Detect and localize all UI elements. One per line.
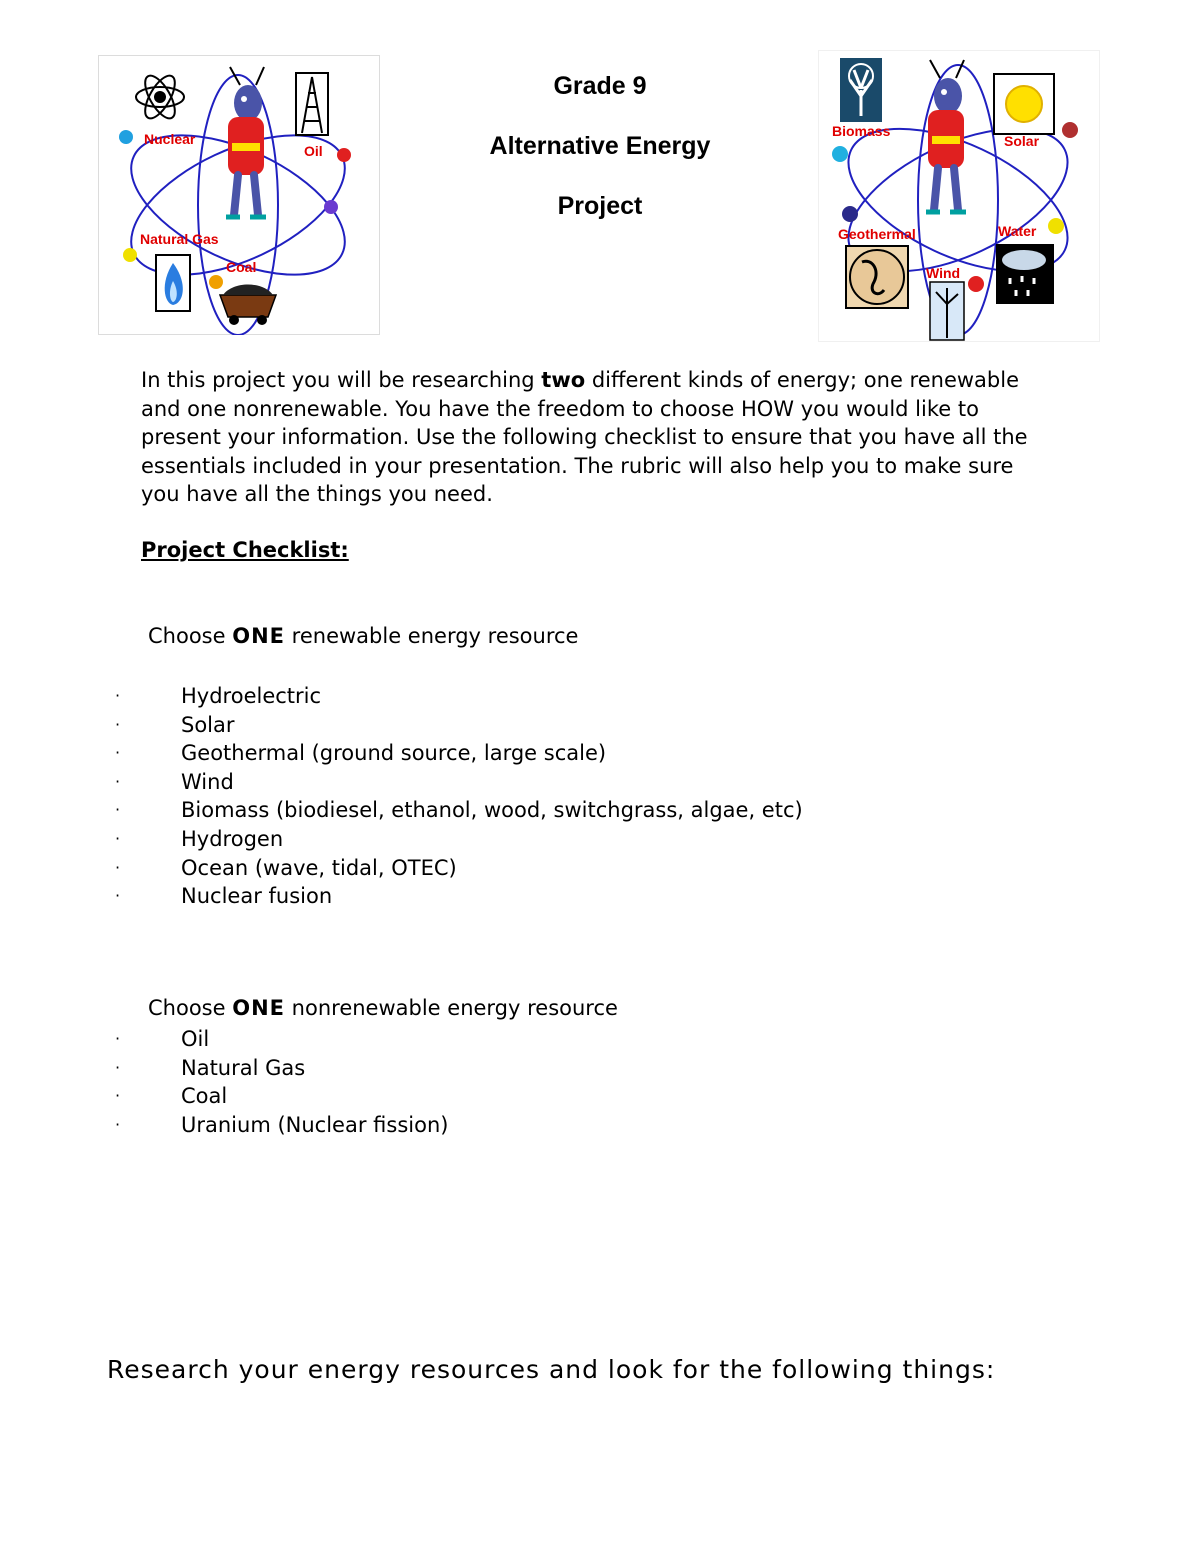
bullet: ·: [115, 828, 121, 848]
list-item-label: Wind: [181, 769, 234, 794]
nonrenewable-instruction: [148, 996, 618, 1020]
label-geothermal: Geothermal: [838, 226, 916, 242]
list-item-label: Geothermal (ground source, large scale): [181, 741, 607, 766]
research-instruction: Research your energy resources and look for the following things:: [107, 1355, 996, 1384]
label-biomass: Biomass: [832, 123, 891, 139]
renewable-suffix: renewable energy resource: [285, 624, 579, 648]
renewable-count: ONE: [232, 624, 285, 648]
bullet: ·: [115, 857, 121, 877]
bullet: ·: [115, 1029, 121, 1048]
list-item-label: Coal: [181, 1084, 228, 1109]
wind-turbine-icon: [930, 282, 964, 340]
list-item-label: Biomass (biodiesel, ethanol, wood, switchgrass, algae, etc): [181, 798, 803, 823]
list-item-label: Solar: [181, 712, 235, 737]
label-water: Water: [998, 223, 1037, 239]
tree-icon: [840, 58, 882, 122]
label-natural-gas: Natural Gas: [140, 231, 219, 247]
label-solar: Solar: [1004, 133, 1040, 149]
intro-text-2: different kinds of energy; one renewable and one nonrenewable. You have the freedom to choose HOW you would like to present your information. Use the following checklist to ensure that you have all the essentials included in your presentation. The rubric will also help you to make sure you have all the things you need.: [141, 368, 1028, 507]
nonrenewable-prefix: Choose: [148, 996, 233, 1020]
list-item-label: Hydroelectric: [181, 684, 322, 708]
label-wind: Wind: [926, 265, 961, 281]
list-item-label: Uranium (Nuclear fission): [181, 1112, 449, 1137]
label-nuclear: Nuclear: [144, 131, 196, 147]
bullet: ·: [115, 771, 121, 791]
intro-text-1: In this project you will be researching: [141, 368, 542, 392]
bullet: ·: [115, 743, 121, 763]
renewable-prefix: Choose: [148, 624, 233, 648]
list-item-label: Hydrogen: [181, 826, 284, 851]
list-item-label: Natural Gas: [181, 1055, 306, 1080]
renewable-instruction: [148, 624, 578, 648]
label-coal: Coal: [226, 259, 257, 275]
title-subject: Alternative Energy: [489, 132, 711, 160]
gas-flame-icon: [156, 255, 190, 311]
oil-derrick-icon: [296, 73, 328, 135]
renewable-energy-illustration: [818, 50, 1100, 342]
intro-emphasis: two: [541, 368, 586, 392]
bullet: ·: [115, 1086, 121, 1106]
bullet: ·: [115, 1057, 121, 1077]
bullet: ·: [115, 686, 121, 705]
label-oil: Oil: [304, 143, 323, 159]
title-grade: Grade 9: [553, 72, 647, 100]
intro-paragraph: [141, 366, 1041, 509]
rain-cloud-icon: [996, 244, 1054, 304]
earth-icon: [846, 246, 908, 308]
list-item-label: Oil: [181, 1027, 210, 1051]
nonrenewable-suffix: nonrenewable energy resource: [285, 996, 618, 1020]
bullet: ·: [115, 1114, 121, 1134]
bullet: ·: [115, 886, 121, 906]
bullet: ·: [115, 714, 121, 734]
checklist-heading: Project Checklist:: [141, 538, 349, 562]
nonrenewable-energy-illustration: [98, 55, 380, 335]
list-item-label: Ocean (wave, tidal, OTEC): [181, 855, 457, 880]
bullet: ·: [115, 800, 121, 820]
title-project: Project: [557, 192, 643, 220]
nonrenewable-count: ONE: [232, 996, 285, 1020]
sun-icon: [994, 74, 1054, 134]
list-item-label: Nuclear fusion: [181, 884, 333, 909]
